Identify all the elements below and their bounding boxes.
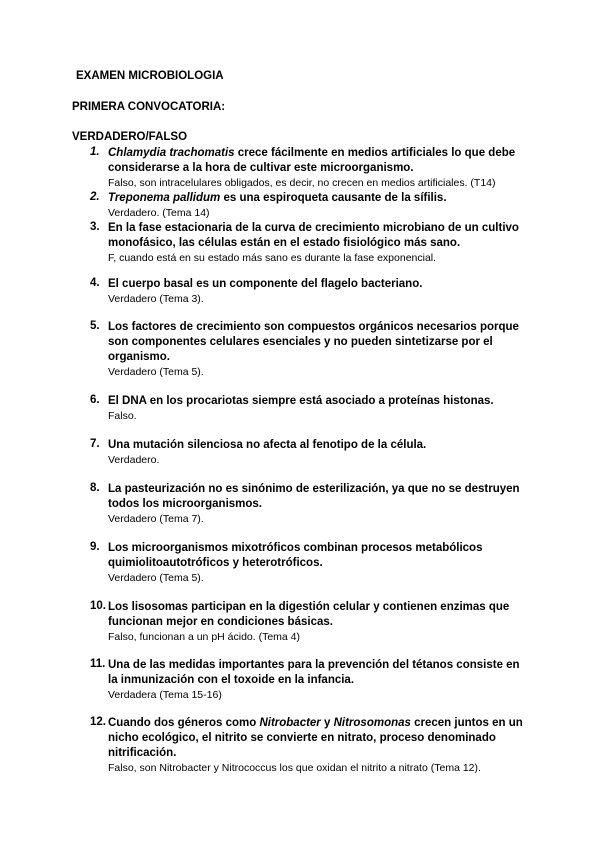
question-item: [90, 394, 530, 423]
question-number: 2.: [90, 191, 100, 203]
question-item: [90, 541, 530, 585]
question-number: 1.: [90, 146, 100, 158]
question-answer: Falso.: [108, 410, 137, 422]
species-name: Chlamydia trachomatis: [108, 147, 235, 159]
question-number: 7.: [90, 438, 100, 450]
genus-name: Nitrosomonas: [333, 717, 411, 729]
question-item: [90, 600, 530, 644]
question-statement: Cuando dos géneros como Nitrobacter y Nitrosomonas crecen juntos en un nicho ecológico, el nitrito se convierte en nitrato, proceso denominado nitrificación.: [108, 717, 523, 759]
genus-name: Nitrobacter: [259, 717, 321, 729]
question-item: [90, 277, 530, 306]
question-statement: Una mutación silenciosa no afecta al fenotipo de la célula.: [108, 439, 427, 451]
question-statement: Chlamydia trachomatis crece fácilmente en medios artificiales lo que debe considerarse a la hora de cultivar este microorganismo.: [108, 147, 516, 174]
question-number: 4.: [90, 277, 100, 289]
question-answer: Verdadero (Tema 5).: [108, 366, 204, 378]
question-item: [90, 716, 530, 775]
question-number: 12.: [90, 716, 106, 728]
question-answer: Falso, son intracelulares obligados, es decir, no crecen en medios artificiales. (T14): [108, 177, 496, 189]
question-statement: El DNA en los procariotas siempre está asociado a proteínas histonas.: [108, 395, 494, 407]
question-statement: Los microorganismos mixotróficos combinan procesos metabólicos quimiolitoautotróficos y heterotróficos.: [108, 542, 483, 569]
question-item: [90, 191, 530, 220]
question-statement: Una de las medidas importantes para la prevención del tétanos consiste en la inmunización con el toxoide en la infancia.: [108, 659, 520, 686]
question-item: [90, 658, 530, 702]
question-statement: En la fase estacionaria de la curva de crecimiento microbiano de un cultivo monofásico, las células están en el estado fisiológico más sano.: [108, 222, 519, 249]
question-answer: Falso, son Nitrobacter y Nitrococcus los que oxidan el nitrito a nitrato (Tema 12).: [108, 762, 481, 774]
question-statement: Los lisosomas participan en la digestión celular y contienen enzimas que funcionan mejor en condiciones básicas.: [108, 601, 510, 628]
question-number: 10.: [90, 600, 106, 612]
question-number: 3.: [90, 221, 100, 233]
question-answer: Falso, funcionan a un pH ácido. (Tema 4): [108, 631, 301, 643]
question-answer: Verdadero (Tema 5).: [108, 572, 204, 584]
page-title: EXAMEN MICROBIOLOGIA: [76, 70, 224, 82]
question-answer: Verdadero.: [108, 454, 160, 466]
question-number: 6.: [90, 394, 100, 406]
question-number: 9.: [90, 541, 100, 553]
question-statement: La pasteurización no es sinónimo de esterilización, ya que no se destruyen todos los microorganismos.: [108, 483, 520, 510]
question-number: 11.: [90, 658, 106, 670]
section-heading: VERDADERO/FALSO: [72, 131, 188, 143]
question-answer: Verdadero (Tema 7).: [108, 513, 204, 525]
question-answer: F, cuando está en su estado más sano es durante la fase exponencial.: [108, 252, 437, 264]
species-name: Treponema pallidum: [108, 192, 221, 204]
page-subtitle: PRIMERA CONVOCATORIA:: [72, 101, 226, 113]
question-answer: Verdadero. (Tema 14): [108, 207, 210, 219]
question-statement: Treponema pallidum es una espiroqueta causante de la sífilis.: [108, 192, 447, 204]
question-statement: El cuerpo basal es un componente del flagelo bacteriano.: [108, 278, 423, 290]
question-item: [90, 482, 530, 526]
question-number: 8.: [90, 482, 100, 494]
question-answer: Verdadera (Tema 15-16): [108, 689, 222, 701]
question-item: [90, 438, 530, 467]
question-item: [90, 320, 530, 379]
question-item: [90, 221, 530, 265]
question-answer: Verdadero (Tema 3).: [108, 293, 204, 305]
question-statement: Los factores de crecimiento son compuestos orgánicos necesarios porque son componentes celulares esenciales y no pueden sintetizarse por el organismo.: [108, 321, 519, 363]
question-item: [90, 146, 530, 190]
question-number: 5.: [90, 320, 100, 332]
